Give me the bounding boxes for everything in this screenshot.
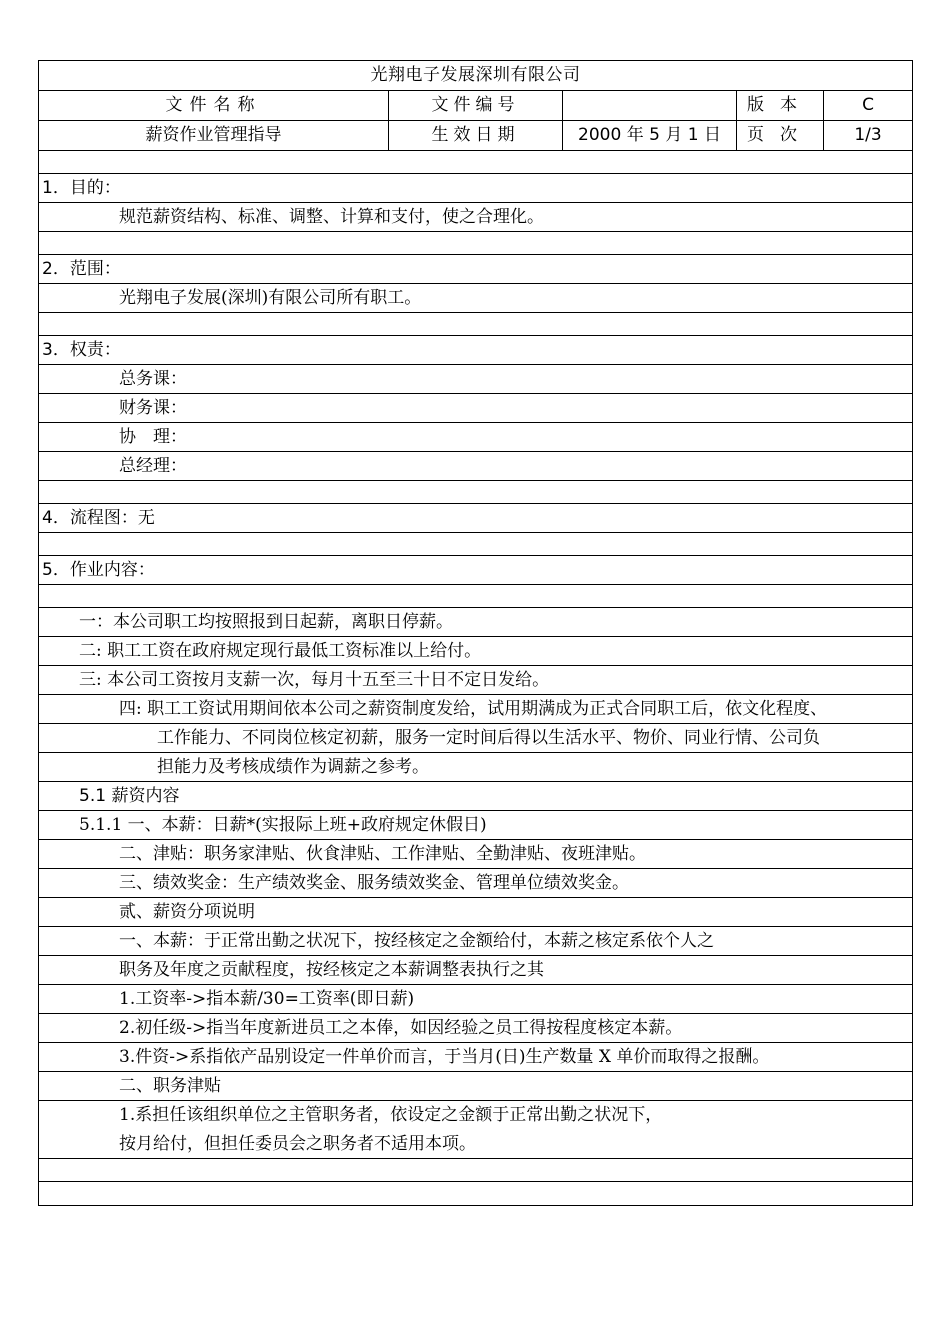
paragraph-two: 二: 职工工资在政府规定现行最低工资标准以上给付。 [39, 637, 912, 666]
effective-date-label: 生效日期 [389, 121, 563, 150]
note-initial-grade: 2.初任级->指当年度新进员工之本俸，如因经验之员工得按程度核定本薪。 [39, 1014, 912, 1043]
header-row-1 [39, 91, 912, 121]
blank-row [39, 1182, 912, 1205]
document-form [38, 60, 913, 1206]
section-2-text: 光翔电子发展(深圳)有限公司所有职工。 [39, 284, 912, 313]
section-1-text: 规范薪资结构、标准、调整、计算和支付，使之合理化。 [39, 203, 912, 232]
position-allowance-title: 二、职务津贴 [39, 1072, 912, 1101]
effective-date-value: 2000 年 5 月 1 日 [563, 121, 737, 150]
bonus-line: 三、绩效奖金：生产绩效奖金、服务绩效奖金、管理单位绩效奖金。 [39, 869, 912, 898]
version-label: 版本 [737, 91, 824, 120]
paragraph-four-line-2: 工作能力、不同岗位核定初薪，服务一定时间后得以生活水平、物价、同业行情、公司负 [39, 724, 912, 753]
section-3-title: 3．权责： [39, 336, 912, 365]
note-wage-rate: 1.工资率->指本薪/30=工资率(即日薪) [39, 985, 912, 1014]
page-number: 1/3 [854, 125, 882, 145]
responsibility-general-affairs: 总务课： [39, 365, 912, 394]
file-name-label: 文件名称 [39, 91, 389, 120]
header-row-2 [39, 121, 912, 151]
paragraph-four-line-1: 四: 职工工资试用期间依本公司之薪资制度发给，试用期满成为正式合同职工后，依文化程度、 [39, 695, 912, 724]
blank-row [39, 481, 912, 504]
blank-row [39, 533, 912, 556]
section-5-title: 5．作业内容： [39, 556, 912, 585]
section-5-1-1-base-salary: 5.1.1 一、本薪：日薪*(实报际上班+政府规定休假日) [39, 811, 912, 840]
blank-row [39, 1159, 912, 1182]
file-number-value [563, 91, 737, 120]
version-value: C [862, 95, 874, 115]
paragraph-one: 一：本公司职工均按照报到日起薪，离职日停薪。 [39, 608, 912, 637]
blank-row [39, 232, 912, 255]
base-salary-desc-line-1: 一、本薪：于正常出勤之状况下，按经核定之金额给付，本薪之核定系依个人之 [39, 927, 912, 956]
section-5-1-title: 5.1 薪资内容 [39, 782, 912, 811]
blank-row [39, 151, 912, 174]
position-allowance-line-1: 1.系担任该组织单位之主管职务者，依设定之金额于正常出勤之状况下， [119, 1105, 663, 1125]
blank-row [39, 313, 912, 336]
responsibility-assistant-manager: 协 理： [39, 423, 912, 452]
note-piece-rate: 3.件资->系指依产品别设定一件单价而言，于当月(日)生产数量 X 单价而取得之报酬。 [39, 1043, 912, 1072]
allowance-line: 二、津贴：职务家津贴、伙食津贴、工作津贴、全勤津贴、夜班津贴。 [39, 840, 912, 869]
document-title: 薪资作业管理指导 [39, 121, 389, 150]
page-label: 页次 [737, 121, 824, 150]
base-salary-desc-line-2: 职务及年度之贡献程度，按经核定之本薪调整表执行之其 [39, 956, 912, 985]
section-2-title: 2．范围： [39, 255, 912, 284]
responsibility-finance: 财务课： [39, 394, 912, 423]
file-number-label: 文件编号 [389, 91, 563, 120]
salary-item-description-title: 贰、薪资分项说明 [39, 898, 912, 927]
responsibility-general-manager: 总经理： [39, 452, 912, 481]
paragraph-three: 三: 本公司工资按月支薪一次，每月十五至三十日不定日发给。 [39, 666, 912, 695]
position-allowance-line-2: 按月给付，但担任委员会之职务者不适用本项。 [39, 1130, 912, 1159]
section-1-title: 1．目的： [39, 174, 912, 203]
company-name: 光翔电子发展深圳有限公司 [39, 61, 912, 91]
paragraph-four-line-3: 担能力及考核成绩作为调薪之参考。 [39, 753, 912, 782]
section-4-title: 4．流程图：无 [39, 504, 912, 533]
blank-row [39, 585, 912, 608]
